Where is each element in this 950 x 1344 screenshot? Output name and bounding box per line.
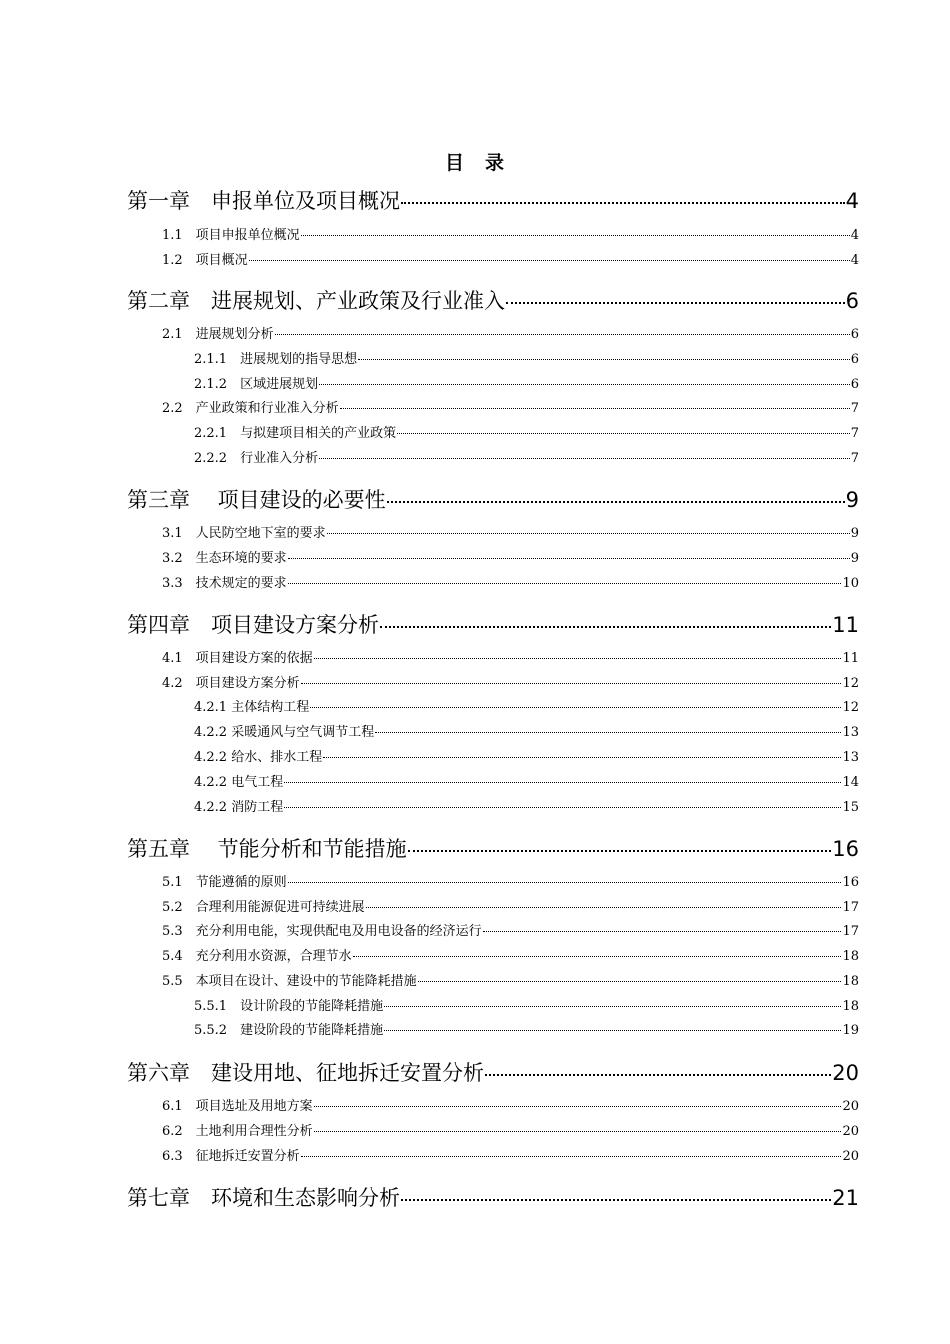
dot-leader — [418, 981, 842, 982]
toc-page-number: 18 — [842, 999, 859, 1014]
dot-leader — [284, 807, 841, 808]
dot-leader — [358, 359, 850, 360]
toc-entry-label: 1.2 项目概况 — [162, 253, 248, 268]
toc-section-entry[interactable] — [194, 995, 859, 1021]
toc-entry-label: 6.1 项目选址及用地方案 — [162, 1099, 313, 1114]
dot-leader — [323, 757, 841, 758]
toc-page-number: 4 — [850, 253, 859, 268]
toc-entry-label: 3.1 人民防空地下室的要求 — [162, 526, 326, 541]
toc-page-number: 4 — [845, 189, 859, 213]
toc-page-number: 7 — [850, 426, 859, 441]
toc-section-entry[interactable] — [194, 348, 859, 374]
toc-chapter-entry[interactable] — [127, 833, 859, 859]
toc-section-entry[interactable] — [162, 323, 859, 349]
dot-leader — [288, 558, 850, 559]
toc-section-entry[interactable] — [162, 945, 859, 971]
dot-leader — [366, 907, 842, 908]
toc-entry-label: 5.2 合理利用能源促进可持续进展 — [162, 900, 365, 915]
toc-chapter-entry[interactable] — [127, 1182, 859, 1208]
toc-entry-label: 4.2.2 给水、排水工程 — [194, 750, 323, 765]
dot-leader — [380, 626, 831, 628]
dot-leader — [483, 931, 842, 932]
toc-entry-label: 4.2 项目建设方案分析 — [162, 676, 300, 691]
toc-entry-label: 2.2 产业政策和行业准入分析 — [162, 401, 339, 416]
toc-page-number: 16 — [842, 875, 859, 890]
toc-page-number: 6 — [850, 352, 859, 367]
toc-entry-label: 4.2.1 主体结构工程 — [194, 700, 310, 715]
toc-page-number: 17 — [842, 924, 859, 939]
dot-leader — [249, 260, 850, 261]
dot-leader — [314, 1131, 842, 1132]
dot-leader — [288, 583, 842, 584]
dot-leader — [485, 1074, 831, 1076]
toc-section-entry[interactable] — [162, 672, 859, 698]
toc-section-entry[interactable] — [162, 547, 859, 573]
toc-entry-label: 2.2.1 与拟建项目相关的产业政策 — [194, 426, 397, 441]
toc-entry-label: 5.4 充分利用水资源，合理节水 — [162, 949, 352, 964]
toc-entry-label: 4.2.2 消防工程 — [194, 800, 284, 815]
toc-page-number: 7 — [850, 401, 859, 416]
dot-leader — [314, 1106, 842, 1107]
toc-chapter-entry[interactable] — [127, 484, 859, 510]
dot-leader — [319, 384, 850, 385]
toc-page-number: 18 — [842, 949, 859, 964]
toc-section-entry[interactable] — [162, 249, 859, 275]
toc-page-number: 7 — [850, 451, 859, 466]
toc-section-entry[interactable] — [162, 920, 859, 946]
dot-leader — [301, 1156, 842, 1157]
toc-page-number: 20 — [832, 1061, 859, 1085]
dot-leader — [387, 501, 845, 503]
toc-section-entry[interactable] — [194, 1019, 859, 1045]
toc-page-number: 20 — [842, 1099, 859, 1114]
toc-section-entry[interactable] — [162, 1120, 859, 1146]
toc-page-number: 6 — [850, 377, 859, 392]
dot-leader — [284, 782, 841, 783]
toc-page-number: 6 — [845, 289, 859, 313]
toc-page-number: 16 — [832, 837, 859, 861]
toc-section-entry[interactable] — [162, 397, 859, 423]
toc-page-number: 6 — [850, 327, 859, 342]
toc-entry-label: 4.1 项目建设方案的依据 — [162, 651, 313, 666]
toc-page-number: 20 — [842, 1149, 859, 1164]
toc-page-number: 21 — [832, 1186, 859, 1210]
toc-entry-label: 5.5 本项目在设计、建设中的节能降耗措施 — [162, 974, 417, 989]
toc-entry-label: 2.1.2 区域进展规划 — [194, 377, 319, 392]
toc-entry-label: 2.1.1 进展规划的指导思想 — [194, 352, 358, 367]
toc-section-entry[interactable] — [194, 422, 859, 448]
toc-page-number: 12 — [842, 700, 859, 715]
toc-section-entry[interactable] — [194, 796, 859, 822]
dot-leader — [319, 458, 850, 459]
dot-leader — [397, 433, 850, 434]
toc-section-entry[interactable] — [162, 871, 859, 897]
toc-entry-label: 第一章 申报单位及项目概况 — [127, 189, 400, 213]
toc-section-entry[interactable] — [194, 746, 859, 772]
toc-entry-label: 4.2.2 电气工程 — [194, 775, 284, 790]
toc-section-entry[interactable] — [194, 721, 859, 747]
toc-page-number: 17 — [842, 900, 859, 915]
toc-entry-label: 第二章 进展规划、产业政策及行业准入 — [127, 289, 505, 313]
toc-section-entry[interactable] — [162, 1095, 859, 1121]
toc-entry-label: 第五章 节能分析和节能措施 — [127, 837, 407, 861]
toc-page-number: 18 — [842, 974, 859, 989]
toc-entry-label: 2.1 进展规划分析 — [162, 327, 274, 342]
toc-page-number: 13 — [842, 725, 859, 740]
toc-page-number: 11 — [842, 651, 859, 666]
toc-page-number: 13 — [842, 750, 859, 765]
toc-entry-label: 3.3 技术规定的要求 — [162, 576, 287, 591]
toc-entry-label: 第四章 项目建设方案分析 — [127, 613, 379, 637]
dot-leader — [353, 956, 842, 957]
toc-section-entry[interactable] — [194, 771, 859, 797]
toc-section-entry[interactable] — [162, 1145, 859, 1171]
dot-leader — [275, 334, 850, 335]
toc-section-entry[interactable] — [162, 647, 859, 673]
toc-page-number: 10 — [842, 576, 859, 591]
toc-page-number: 15 — [842, 800, 859, 815]
toc-page-number: 12 — [842, 676, 859, 691]
toc-page-number: 9 — [850, 526, 859, 541]
toc-entry-label: 3.2 生态环境的要求 — [162, 551, 287, 566]
toc-section-entry[interactable] — [162, 970, 859, 996]
dot-leader — [310, 707, 841, 708]
toc-section-entry[interactable] — [194, 696, 859, 722]
toc-entry-label: 5.1 节能遵循的原则 — [162, 875, 287, 890]
toc-section-entry[interactable] — [162, 896, 859, 922]
dot-leader — [401, 202, 845, 204]
toc-title: 目 录 — [444, 152, 505, 174]
toc-page-number: 11 — [832, 613, 859, 637]
dot-leader — [301, 235, 850, 236]
dot-leader — [408, 850, 832, 852]
toc-entry-label: 1.1 项目申报单位概况 — [162, 228, 300, 243]
dot-leader — [301, 683, 842, 684]
toc-chapter-entry[interactable] — [127, 285, 859, 311]
toc-page-number: 20 — [842, 1124, 859, 1139]
dot-leader — [314, 658, 842, 659]
dot-leader — [384, 1006, 841, 1007]
toc-page-number: 4 — [850, 228, 859, 243]
toc-entry-label: 4.2.2 采暖通风与空气调节工程 — [194, 725, 375, 740]
toc-entry-label: 5.5.2 建设阶段的节能降耗措施 — [194, 1023, 384, 1038]
toc-entry-label: 第三章 项目建设的必要性 — [127, 488, 386, 512]
toc-section-entry[interactable] — [162, 522, 859, 548]
toc-chapter-entry[interactable] — [127, 185, 859, 211]
toc-chapter-entry[interactable] — [127, 1057, 859, 1083]
dot-leader — [506, 302, 845, 304]
toc-entry-label: 6.2 土地利用合理性分析 — [162, 1124, 313, 1139]
toc-entry-label: 6.3 征地拆迁安置分析 — [162, 1149, 300, 1164]
toc-entry-label: 5.5.1 设计阶段的节能降耗措施 — [194, 999, 384, 1014]
toc-chapter-entry[interactable] — [127, 609, 859, 635]
toc-page-number: 14 — [842, 775, 859, 790]
toc-page-number: 9 — [845, 488, 859, 512]
toc-section-entry[interactable] — [194, 373, 859, 399]
toc-entry-label: 2.2.2 行业准入分析 — [194, 451, 319, 466]
dot-leader — [327, 533, 850, 534]
toc-page-number: 9 — [850, 551, 859, 566]
dot-leader — [401, 1199, 831, 1201]
toc-page-number: 19 — [842, 1023, 859, 1038]
dot-leader — [384, 1030, 841, 1031]
toc-entry-label: 第七章 环境和生态影响分析 — [127, 1186, 400, 1210]
toc-entry-label: 5.3 充分利用电能，实现供配电及用电设备的经济运行 — [162, 924, 482, 939]
dot-leader — [340, 408, 850, 409]
toc-section-entry[interactable] — [162, 572, 859, 598]
toc-section-entry[interactable] — [162, 224, 859, 250]
dot-leader — [375, 732, 841, 733]
toc-section-entry[interactable] — [194, 447, 859, 473]
dot-leader — [288, 882, 842, 883]
toc-entry-label: 第六章 建设用地、征地拆迁安置分析 — [127, 1061, 484, 1085]
